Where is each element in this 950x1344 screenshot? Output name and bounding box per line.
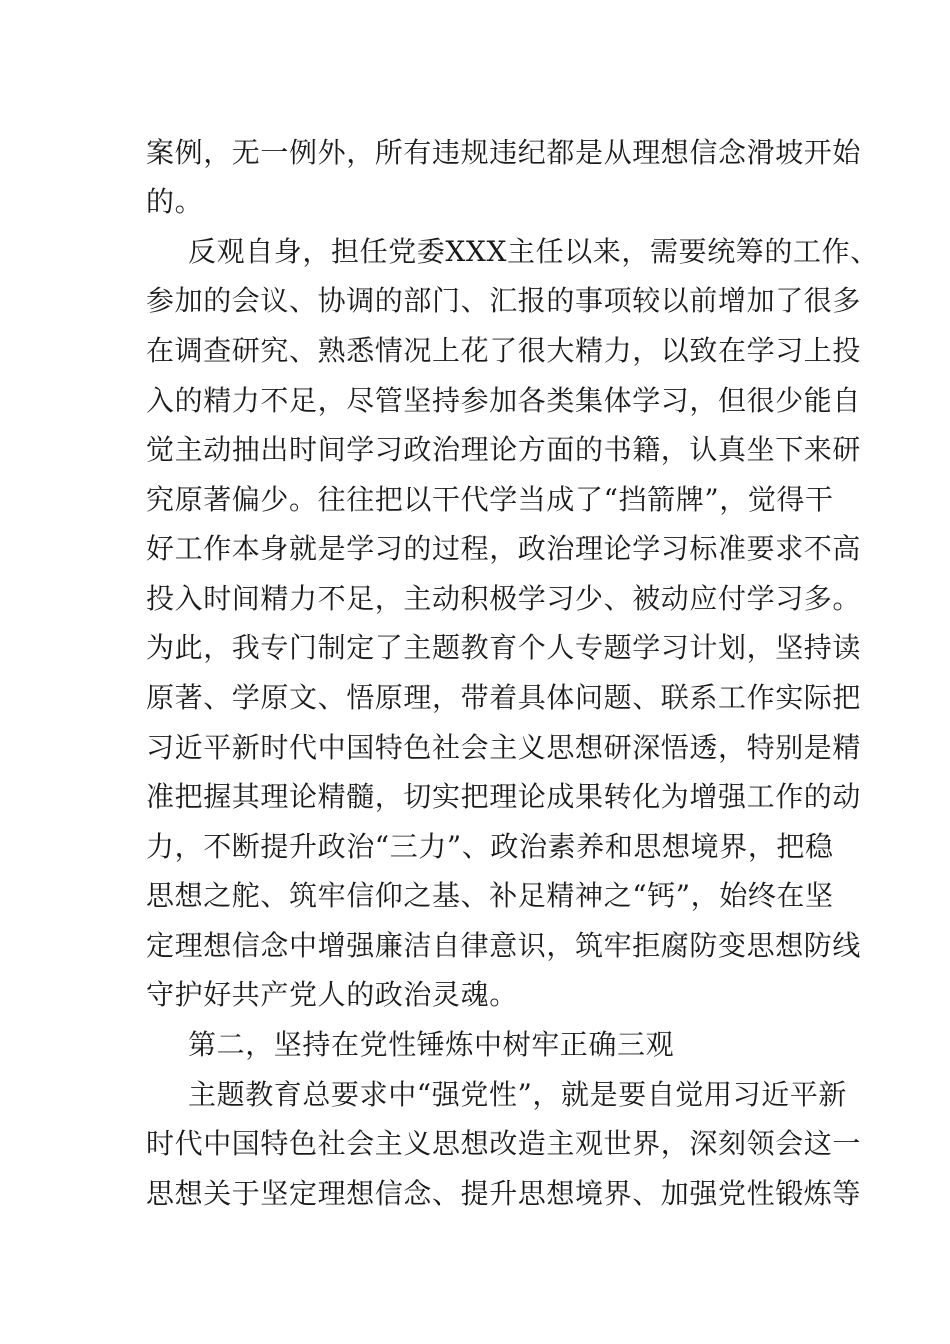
paragraph-line: 在调查研究、熟悉情况上花了很大精力，以致在学习上投 <box>146 334 862 367</box>
paragraph-line: 定理想信念中增强廉洁自律意识，筑牢拒腐防变思想防线 <box>146 929 862 962</box>
paragraph-line: 反观自身，担任党委XXX主任以来，需要统筹的工作、 <box>188 235 879 268</box>
paragraph-line: 力，不断提升政治“三力”、政治素养和思想境界，把稳 <box>146 830 834 863</box>
paragraph-line: 觉主动抽出时间学习政治理论方面的书籍，认真坐下来研 <box>146 433 862 466</box>
paragraph-line: 的。 <box>146 185 204 218</box>
paragraph-line: 思想关于坚定理想信念、提升思想境界、加强党性锻炼等 <box>146 1177 862 1210</box>
paragraph-line: 投入时间精力不足，主动积极学习少、被动应付学习多。 <box>146 582 862 615</box>
paragraph-line: 守护好共产党人的政治灵魂。 <box>146 978 518 1011</box>
paragraph-line: 好工作本身就是学习的过程，政治理论学习标准要求不高 <box>146 532 862 565</box>
paragraph-line: 准把握其理论精髓，切实把理论成果转化为增强工作的动 <box>146 780 862 813</box>
paragraph-line: 时代中国特色社会主义思想改造主观世界，深刻领会这一 <box>146 1127 862 1160</box>
paragraph-line: 原著、学原文、悟原理，带着具体问题、联系工作实际把 <box>146 681 862 714</box>
paragraph-line: 究原著偏少。往往把以干代学当成了“挡箭牌”，觉得干 <box>146 483 834 516</box>
paragraph-line: 主题教育总要求中“强党性”，就是要自觉用习近平新 <box>188 1078 848 1111</box>
section-heading: 第二，坚持在党性锤炼中树牢正确三观 <box>188 1028 675 1061</box>
paragraph-line: 入的精力不足，尽管坚持参加各类集体学习，但很少能自 <box>146 384 862 417</box>
paragraph-line: 为此，我专门制定了主题教育个人专题学习计划，坚持读 <box>146 631 862 664</box>
paragraph-line: 思想之舵、筑牢信仰之基、补足精神之“钙”，始终在坚 <box>146 879 834 912</box>
paragraph-line: 参加的会议、协调的部门、汇报的事项较以前增加了很多 <box>146 284 862 317</box>
paragraph-line: 习近平新时代中国特色社会主义思想研深悟透，特别是精 <box>146 731 862 764</box>
paragraph-line: 案例，无一例外，所有违规违纪都是从理想信念滑坡开始 <box>146 136 862 169</box>
